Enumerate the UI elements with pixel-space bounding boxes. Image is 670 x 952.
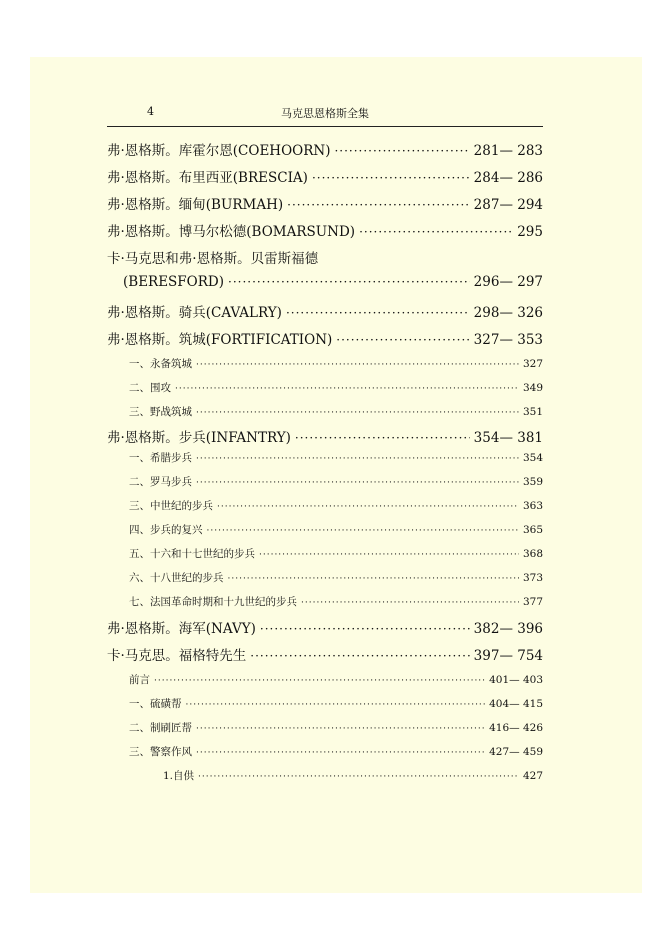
toc-entry-title: 六、十八世纪的步兵	[129, 572, 224, 584]
toc-entry	[107, 570, 543, 585]
toc-entry	[107, 139, 543, 159]
toc-entry	[107, 450, 543, 465]
toc-entry-pages: 354— 381	[473, 430, 543, 446]
page-number: 4	[147, 105, 154, 118]
dot-leader	[301, 598, 519, 608]
toc-entry-title: 弗·恩格斯。步兵(INFANTRY)	[107, 430, 291, 446]
toc-entry-title: 二、制刷匠帮	[129, 722, 192, 734]
dot-leader	[196, 360, 519, 370]
toc-entry-pages: 368	[522, 548, 543, 560]
toc-entry-title: 1.自供	[163, 770, 195, 782]
toc-entry	[107, 644, 543, 664]
toc-entry-pages: 416— 426	[489, 722, 543, 734]
dot-leader	[286, 306, 470, 320]
toc-entry	[107, 672, 543, 687]
toc-entry	[107, 720, 543, 735]
toc-entry-pages: 401— 403	[489, 674, 543, 686]
dot-leader	[154, 676, 485, 686]
toc-entry-pages: 397— 754	[473, 648, 543, 664]
dot-leader	[312, 171, 470, 185]
dot-leader	[259, 550, 519, 560]
dot-leader	[334, 144, 469, 158]
toc-entry	[107, 744, 543, 759]
toc-entry-title: 七、法国革命时期和十九世纪的步兵	[129, 596, 297, 608]
dot-leader	[336, 333, 469, 347]
toc-entry-pages: 427— 459	[489, 746, 543, 758]
dot-leader	[196, 724, 485, 734]
toc-entry-title: 弗·恩格斯。博马尔松德(BOMARSUND)	[107, 224, 356, 240]
toc-entry-pages: 327— 353	[473, 332, 543, 348]
toc-entry-pages: 327	[522, 358, 543, 370]
toc-entry	[107, 404, 543, 419]
toc-entry-pages: 427	[522, 770, 543, 782]
toc-entry	[107, 426, 543, 446]
toc-entry-pages: 354	[522, 452, 543, 464]
dot-leader	[217, 502, 519, 512]
toc-entry-title: 前言	[129, 674, 150, 686]
dot-leader	[196, 454, 519, 464]
toc-entry	[107, 356, 543, 371]
dot-leader	[198, 772, 519, 782]
toc-entry-title: 弗·恩格斯。库霍尔恩(COEHOORN)	[107, 143, 331, 159]
dot-leader	[175, 384, 519, 394]
dot-leader	[196, 748, 485, 758]
dot-leader	[260, 622, 470, 636]
toc-entry	[107, 474, 543, 489]
header-rule	[107, 126, 543, 127]
dot-leader	[295, 431, 470, 445]
toc-entry	[107, 594, 543, 609]
book-title: 马克思恩格斯全集	[281, 107, 369, 120]
toc-entry	[107, 274, 543, 290]
toc-entry-pages: 365	[522, 524, 543, 536]
toc-entry-pages: 363	[522, 500, 543, 512]
toc-entry-pages: 349	[522, 382, 543, 394]
dot-leader	[228, 275, 470, 289]
toc-entry-pages: 377	[522, 596, 543, 608]
dot-leader	[287, 198, 470, 212]
toc-entry-title: 弗·恩格斯。筑城(FORTIFICATION)	[107, 332, 333, 348]
toc-entry-title: 卡·马克思和弗·恩格斯。贝雷斯福德	[107, 251, 319, 267]
toc-entry	[107, 696, 543, 711]
toc-entry	[107, 193, 543, 213]
toc-entry-title: 一、永备筑城	[129, 358, 192, 370]
toc-entry-pages: 359	[522, 476, 543, 488]
toc-entry-title: 四、步兵的复兴	[129, 524, 203, 536]
toc-entry-title: 弗·恩格斯。海军(NAVY)	[107, 621, 256, 637]
toc-entry-pages: 287— 294	[473, 197, 543, 213]
toc-entry-pages: 296— 297	[473, 274, 543, 290]
toc-entry-title: 三、野战筑城	[129, 406, 192, 418]
toc-entry-pages: 284— 286	[473, 170, 543, 186]
toc-entry-pages: 295	[517, 224, 543, 240]
toc-entry	[107, 522, 543, 537]
toc-entry	[107, 301, 543, 321]
toc-entry-title: 二、罗马步兵	[129, 476, 192, 488]
toc-entry-title: 一、硫磺帮	[129, 698, 182, 710]
dot-leader	[250, 649, 469, 663]
toc-entry-pages: 382— 396	[473, 621, 543, 637]
toc-entry-pages: 404— 415	[489, 698, 543, 710]
toc-entry	[107, 498, 543, 513]
toc-entry-title: 一、希腊步兵	[129, 452, 192, 464]
toc-entry	[107, 166, 543, 186]
toc-entry-pages: 298— 326	[473, 305, 543, 321]
toc-entry	[107, 328, 543, 348]
toc-entry-pages: 373	[522, 572, 543, 584]
toc-entry-title: 弗·恩格斯。骑兵(CAVALRY)	[107, 305, 282, 321]
toc-entry-title: 三、中世纪的步兵	[129, 500, 213, 512]
toc-entry-title: 五、十六和十七世纪的步兵	[129, 548, 255, 560]
dot-leader	[207, 526, 519, 536]
dot-leader	[196, 408, 519, 418]
running-head	[107, 105, 543, 125]
dot-leader	[228, 574, 519, 584]
toc-entry-pages: 281— 283	[473, 143, 543, 159]
toc-entry	[107, 617, 543, 637]
dot-leader	[196, 478, 519, 488]
toc-entry	[107, 220, 543, 240]
toc-entry-pages: 351	[522, 406, 543, 418]
toc-entry-title: 卡·马克思。福格特先生	[107, 648, 247, 664]
toc-entry-title: (BERESFORD)	[123, 274, 224, 290]
toc-entry-title: 三、警察作风	[129, 746, 192, 758]
toc-entry	[107, 768, 543, 783]
toc-entry	[107, 247, 543, 267]
toc-entry	[107, 380, 543, 395]
toc-entry	[107, 546, 543, 561]
toc-entry-title: 二、围攻	[129, 382, 171, 394]
dot-leader	[186, 700, 486, 710]
dot-leader	[359, 225, 513, 239]
toc-entry-title: 弗·恩格斯。缅甸(BURMAH)	[107, 197, 284, 213]
toc-entry-title: 弗·恩格斯。布里西亚(BRESCIA)	[107, 170, 308, 186]
